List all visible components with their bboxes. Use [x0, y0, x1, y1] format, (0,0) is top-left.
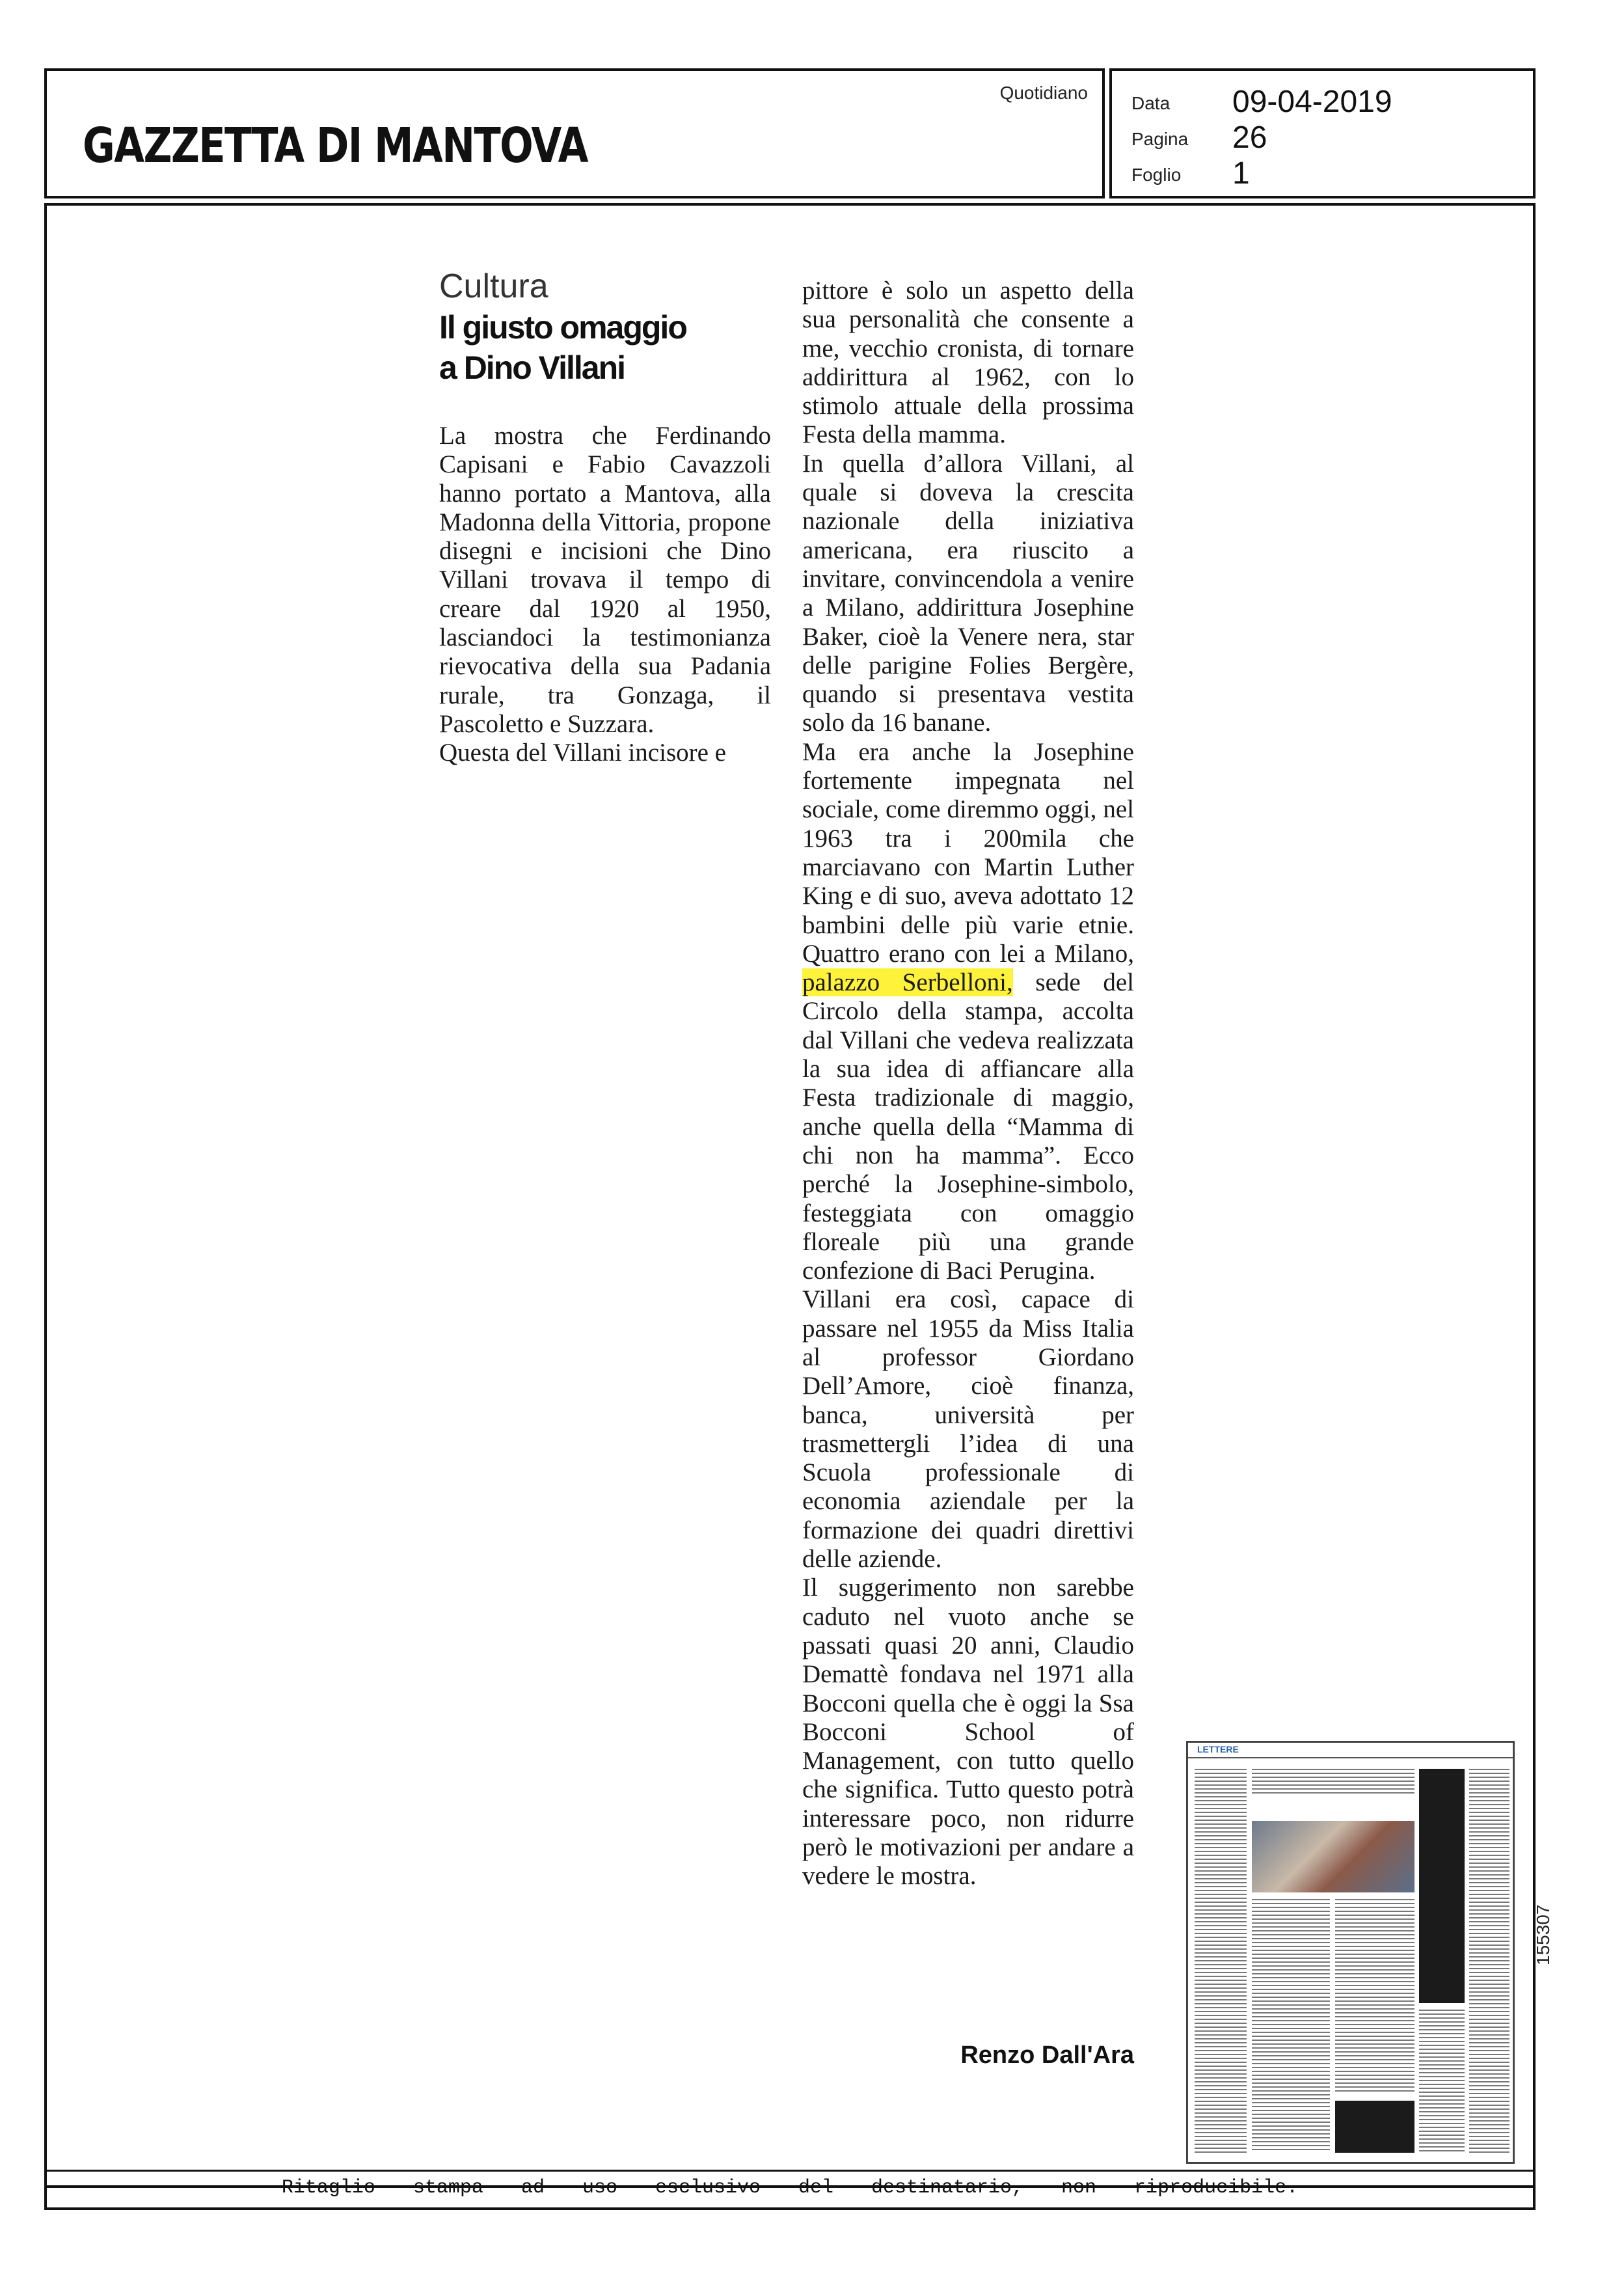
headline-line-2: a Dino Villani — [439, 349, 625, 386]
paragraph: In quella d’allora Villani, al quale si doveva la crescita nazionale della iniziativa americana, era riuscito a invitare, convincendola a venire a Milano, addirittura Josephine Baker, cioè la Venere nera, star delle parigine Folies Bergère, quando si presentava vestita solo da 16 banane. — [802, 449, 1134, 737]
paragraph: Villani era così, capace di passare nel 1955 da Miss Italia al professor Giordano Dell’Amore, cioè finanza, banca, università per trasmettergli l’idea di una Scuola professionale di economia aziendale per la formazione dei quadri direttivi delle aziende. — [802, 1285, 1134, 1574]
thumbnail-photo — [1252, 1821, 1414, 1892]
highlighted-text: palazzo Serbelloni, — [802, 968, 1013, 997]
author-byline: Renzo Dall'Ara — [960, 2041, 1134, 2069]
article-column-2 — [802, 277, 1134, 1891]
paragraph — [802, 738, 1134, 1286]
sheet-label: Foglio — [1131, 165, 1182, 185]
thumbnail-column — [1335, 1899, 1414, 2094]
paragraph: La mostra che Ferdinando Capisani e Fabio Cavazzoli hanno portato a Mantova, alla Madonna della Vittoria, propone disegni e incisioni che Dino Villani trovava il tempo di creare dal 1920 al 1950, lasciandoci la testimonianza rievocativa della sua Padania rurale, tra Gonzaga, il Pascoletto e Suzzara. — [439, 422, 771, 738]
text-run: Ma era anche la Josephine fortemente impegnata nel sociale, come diremmo oggi, nel 1963 tra i 200mila che marciavano con Martin Luther King e di suo, aveva adottato 12 bambini delle più varie etnie. Quattro erano con lei a Milano, — [802, 737, 1134, 968]
thumbnail-column — [1195, 1769, 1247, 2153]
text-run: sede del Circolo della stampa, accolta dal Villani che vedeva realizzata la sua idea di affiancare alla Festa tradizionale di maggio, anche quella della “Mamma di chi non ha mamma”. Ecco perché la Josephine-simbolo, festeggiata con omaggio floreale più una grande confezione di Baci Perugina. — [802, 968, 1134, 1285]
footer-notice — [44, 2170, 1536, 2210]
page-label: Pagina — [1131, 129, 1189, 149]
masthead — [44, 68, 1105, 198]
date-value: 09-04-2019 — [1232, 85, 1392, 119]
thumbnail-block — [1419, 1769, 1465, 2003]
frequency-label: Quotidiano — [999, 83, 1088, 103]
thumbnail-column — [1252, 1769, 1414, 1795]
clipping-metadata — [1109, 68, 1536, 198]
thumbnail-header — [1188, 1743, 1513, 1758]
article-headline — [439, 307, 804, 388]
paragraph: Questa del Villani incisore e — [439, 739, 726, 767]
article-column-1 — [439, 422, 771, 768]
thumbnail-block — [1335, 2101, 1414, 2153]
copyright-notice: Ritaglio stampa ad uso esclusivo del destinatario, non riproducibile. — [281, 2177, 1299, 2199]
thumbnail-column — [1469, 1769, 1509, 2153]
thumbnail-section: LETTERE — [1197, 1744, 1239, 1754]
paragraph: Il suggerimento non sarebbe caduto nel vuoto anche se passati quasi 20 anni, Claudio Demattè fondava nel 1971 alla Bocconi quella che è oggi la Ssa Bocconi School of Management, con tutto quello che significa. Tutto questo potrà interessare poco, non ridurre però le motivazioni per andare a vedere le mostra. — [802, 1574, 1134, 1890]
page-thumbnail — [1186, 1741, 1515, 2164]
page-value: 26 — [1232, 120, 1267, 155]
paragraph: pittore è solo un aspetto della sua personalità che consente a me, vecchio cronista, di tornare addirittura al 1962, con lo stimolo attuale della prossima Festa della mamma. — [802, 277, 1134, 449]
section-kicker: Cultura — [439, 267, 548, 305]
newspaper-logo: GAZZETTA DI MANTOVA — [83, 118, 588, 174]
archive-code: 155307 — [1533, 1904, 1553, 1965]
date-label: Data — [1131, 93, 1171, 113]
sheet-value: 1 — [1232, 156, 1250, 191]
thumbnail-column — [1252, 1899, 1330, 2153]
headline-line-1: Il giusto omaggio — [439, 309, 686, 346]
thumbnail-column — [1419, 2010, 1465, 2153]
